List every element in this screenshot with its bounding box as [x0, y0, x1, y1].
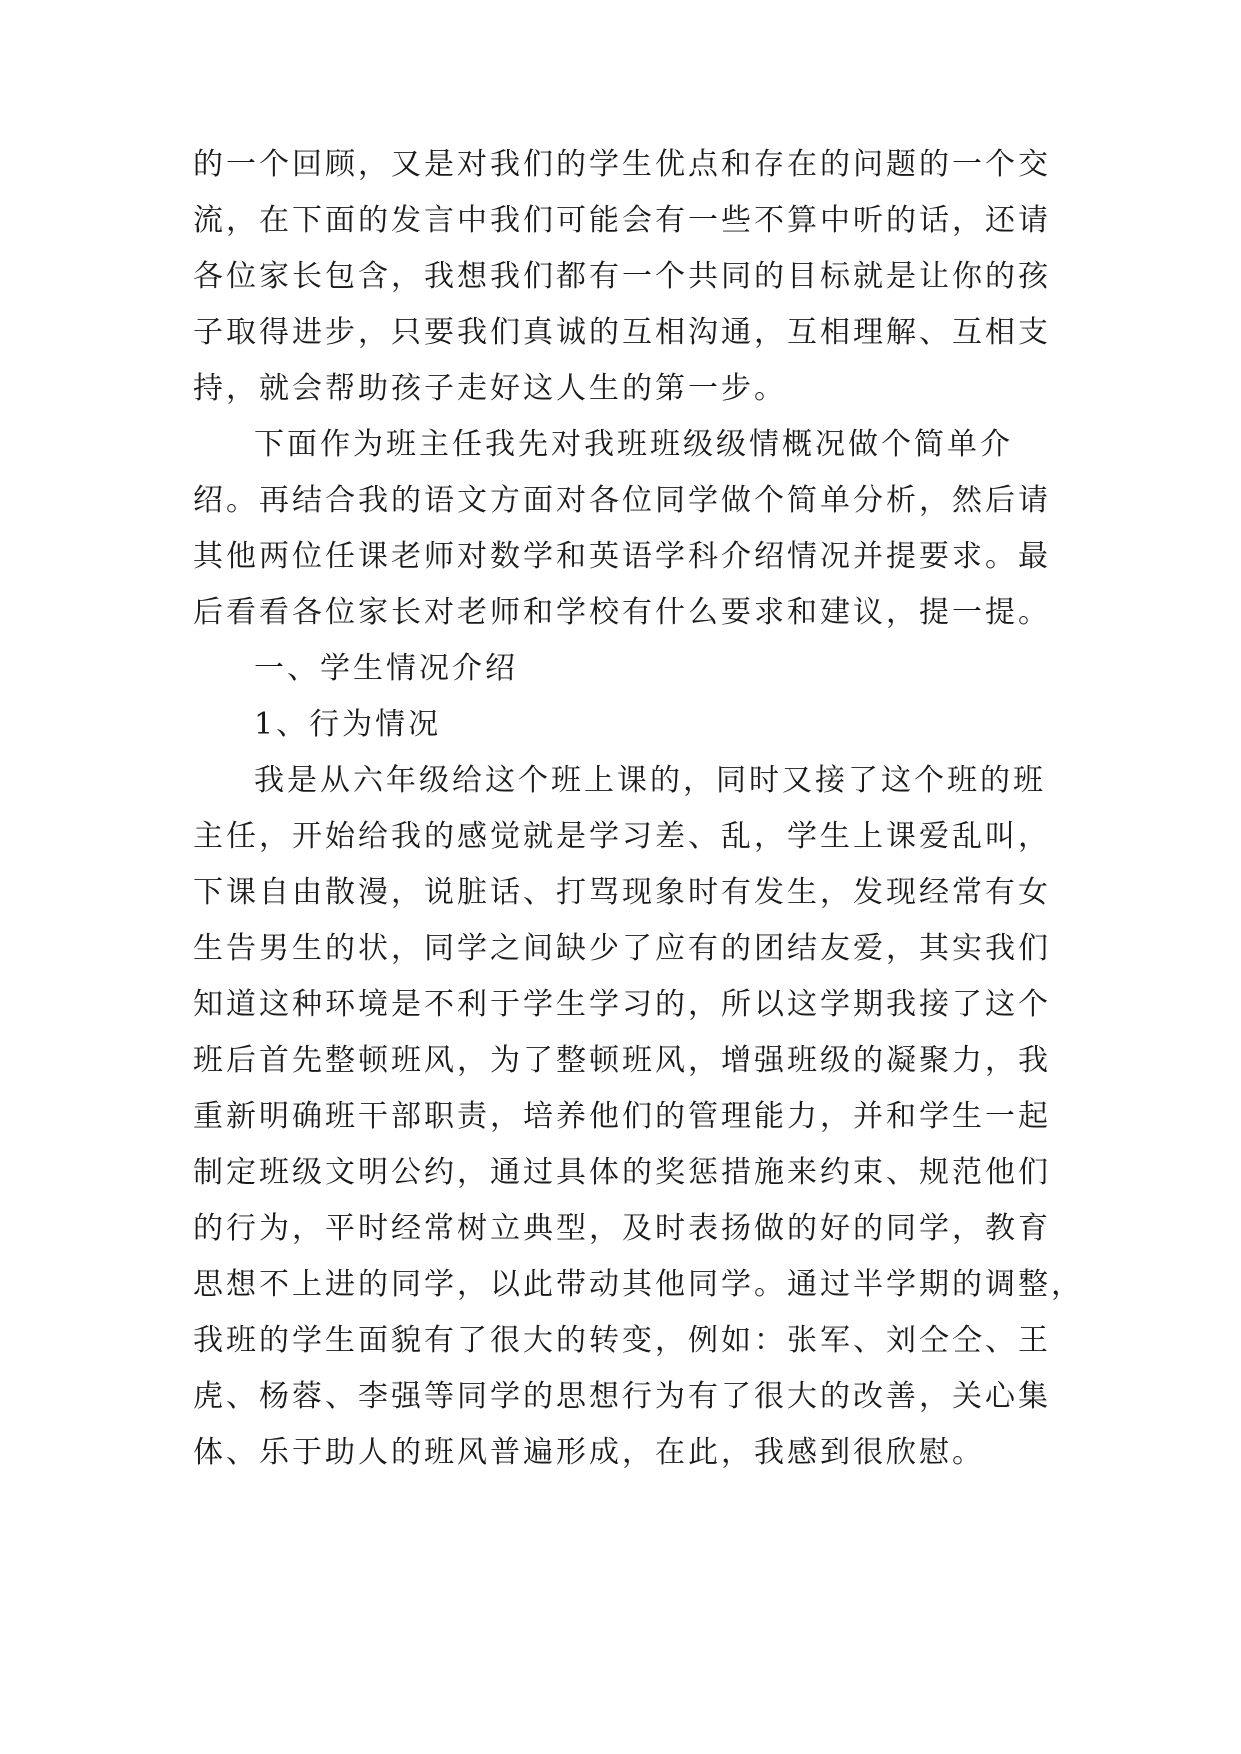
text-line: 制定班级文明公约，通过具体的奖惩措施来约束、规范他们 — [193, 1155, 1051, 1190]
paragraph-start-line: 下面作为班主任我先对我班班级级情概况做个简单介 — [254, 427, 1013, 462]
text-line: 子取得进步，只要我们真诚的互相沟通，互相理解、互相支 — [193, 315, 1051, 350]
text-line: 班后首先整顿班风，为了整顿班风，增强班级的凝聚力，我 — [193, 1043, 1051, 1078]
text-line: 持，就会帮助孩子走好这人生的第一步。 — [193, 371, 787, 406]
text-line: 其他两位任课老师对数学和英语学科介绍情况并提要求。最 — [193, 539, 1051, 574]
text-line: 各位家长包含，我想我们都有一个共同的目标就是让你的孩 — [193, 259, 1051, 294]
text-line: 下课自由散漫，说脏话、打骂现象时有发生，发现经常有女 — [193, 875, 1051, 910]
text-line: 流，在下面的发言中我们可能会有一些不算中听的话，还请 — [193, 203, 1051, 238]
section-heading: 一、学生情况介绍 — [254, 651, 518, 686]
text-line: 生告男生的状，同学之间缺少了应有的团结友爱，其实我们 — [193, 931, 1051, 966]
text-line: 的一个回顾，又是对我们的学生优点和存在的问题的一个交 — [193, 147, 1051, 182]
paragraph-start-line: 我是从六年级给这个班上课的，同时又接了这个班的班 — [254, 763, 1046, 798]
text-line: 我班的学生面貌有了很大的转变，例如：张军、刘仝仝、王 — [193, 1323, 1051, 1358]
text-line: 后看看各位家长对老师和学校有什么要求和建议，提一提。 — [193, 595, 1051, 630]
subsection-heading: 1、行为情况 — [254, 707, 442, 742]
text-line: 主任，开始给我的感觉就是学习差、乱，学生上课爱乱叫， — [193, 819, 1051, 854]
text-line: 体、乐于助人的班风普遍形成，在此，我感到很欣慰。 — [193, 1435, 985, 1470]
text-line: 重新明确班干部职责，培养他们的管理能力，并和学生一起 — [193, 1099, 1051, 1134]
text-line: 知道这种环境是不利于学生学习的，所以这学期我接了这个 — [193, 987, 1051, 1022]
text-line: 绍。再结合我的语文方面对各位同学做个简单分析，然后请 — [193, 483, 1051, 518]
text-line: 的行为，平时经常树立典型，及时表扬做的好的同学，教育 — [193, 1211, 1051, 1246]
text-line: 虎、杨蓉、李强等同学的思想行为有了很大的改善，关心集 — [193, 1379, 1051, 1414]
text-line: 思想不上进的同学，以此带动其他同学。通过半学期的调整， — [193, 1267, 1084, 1302]
